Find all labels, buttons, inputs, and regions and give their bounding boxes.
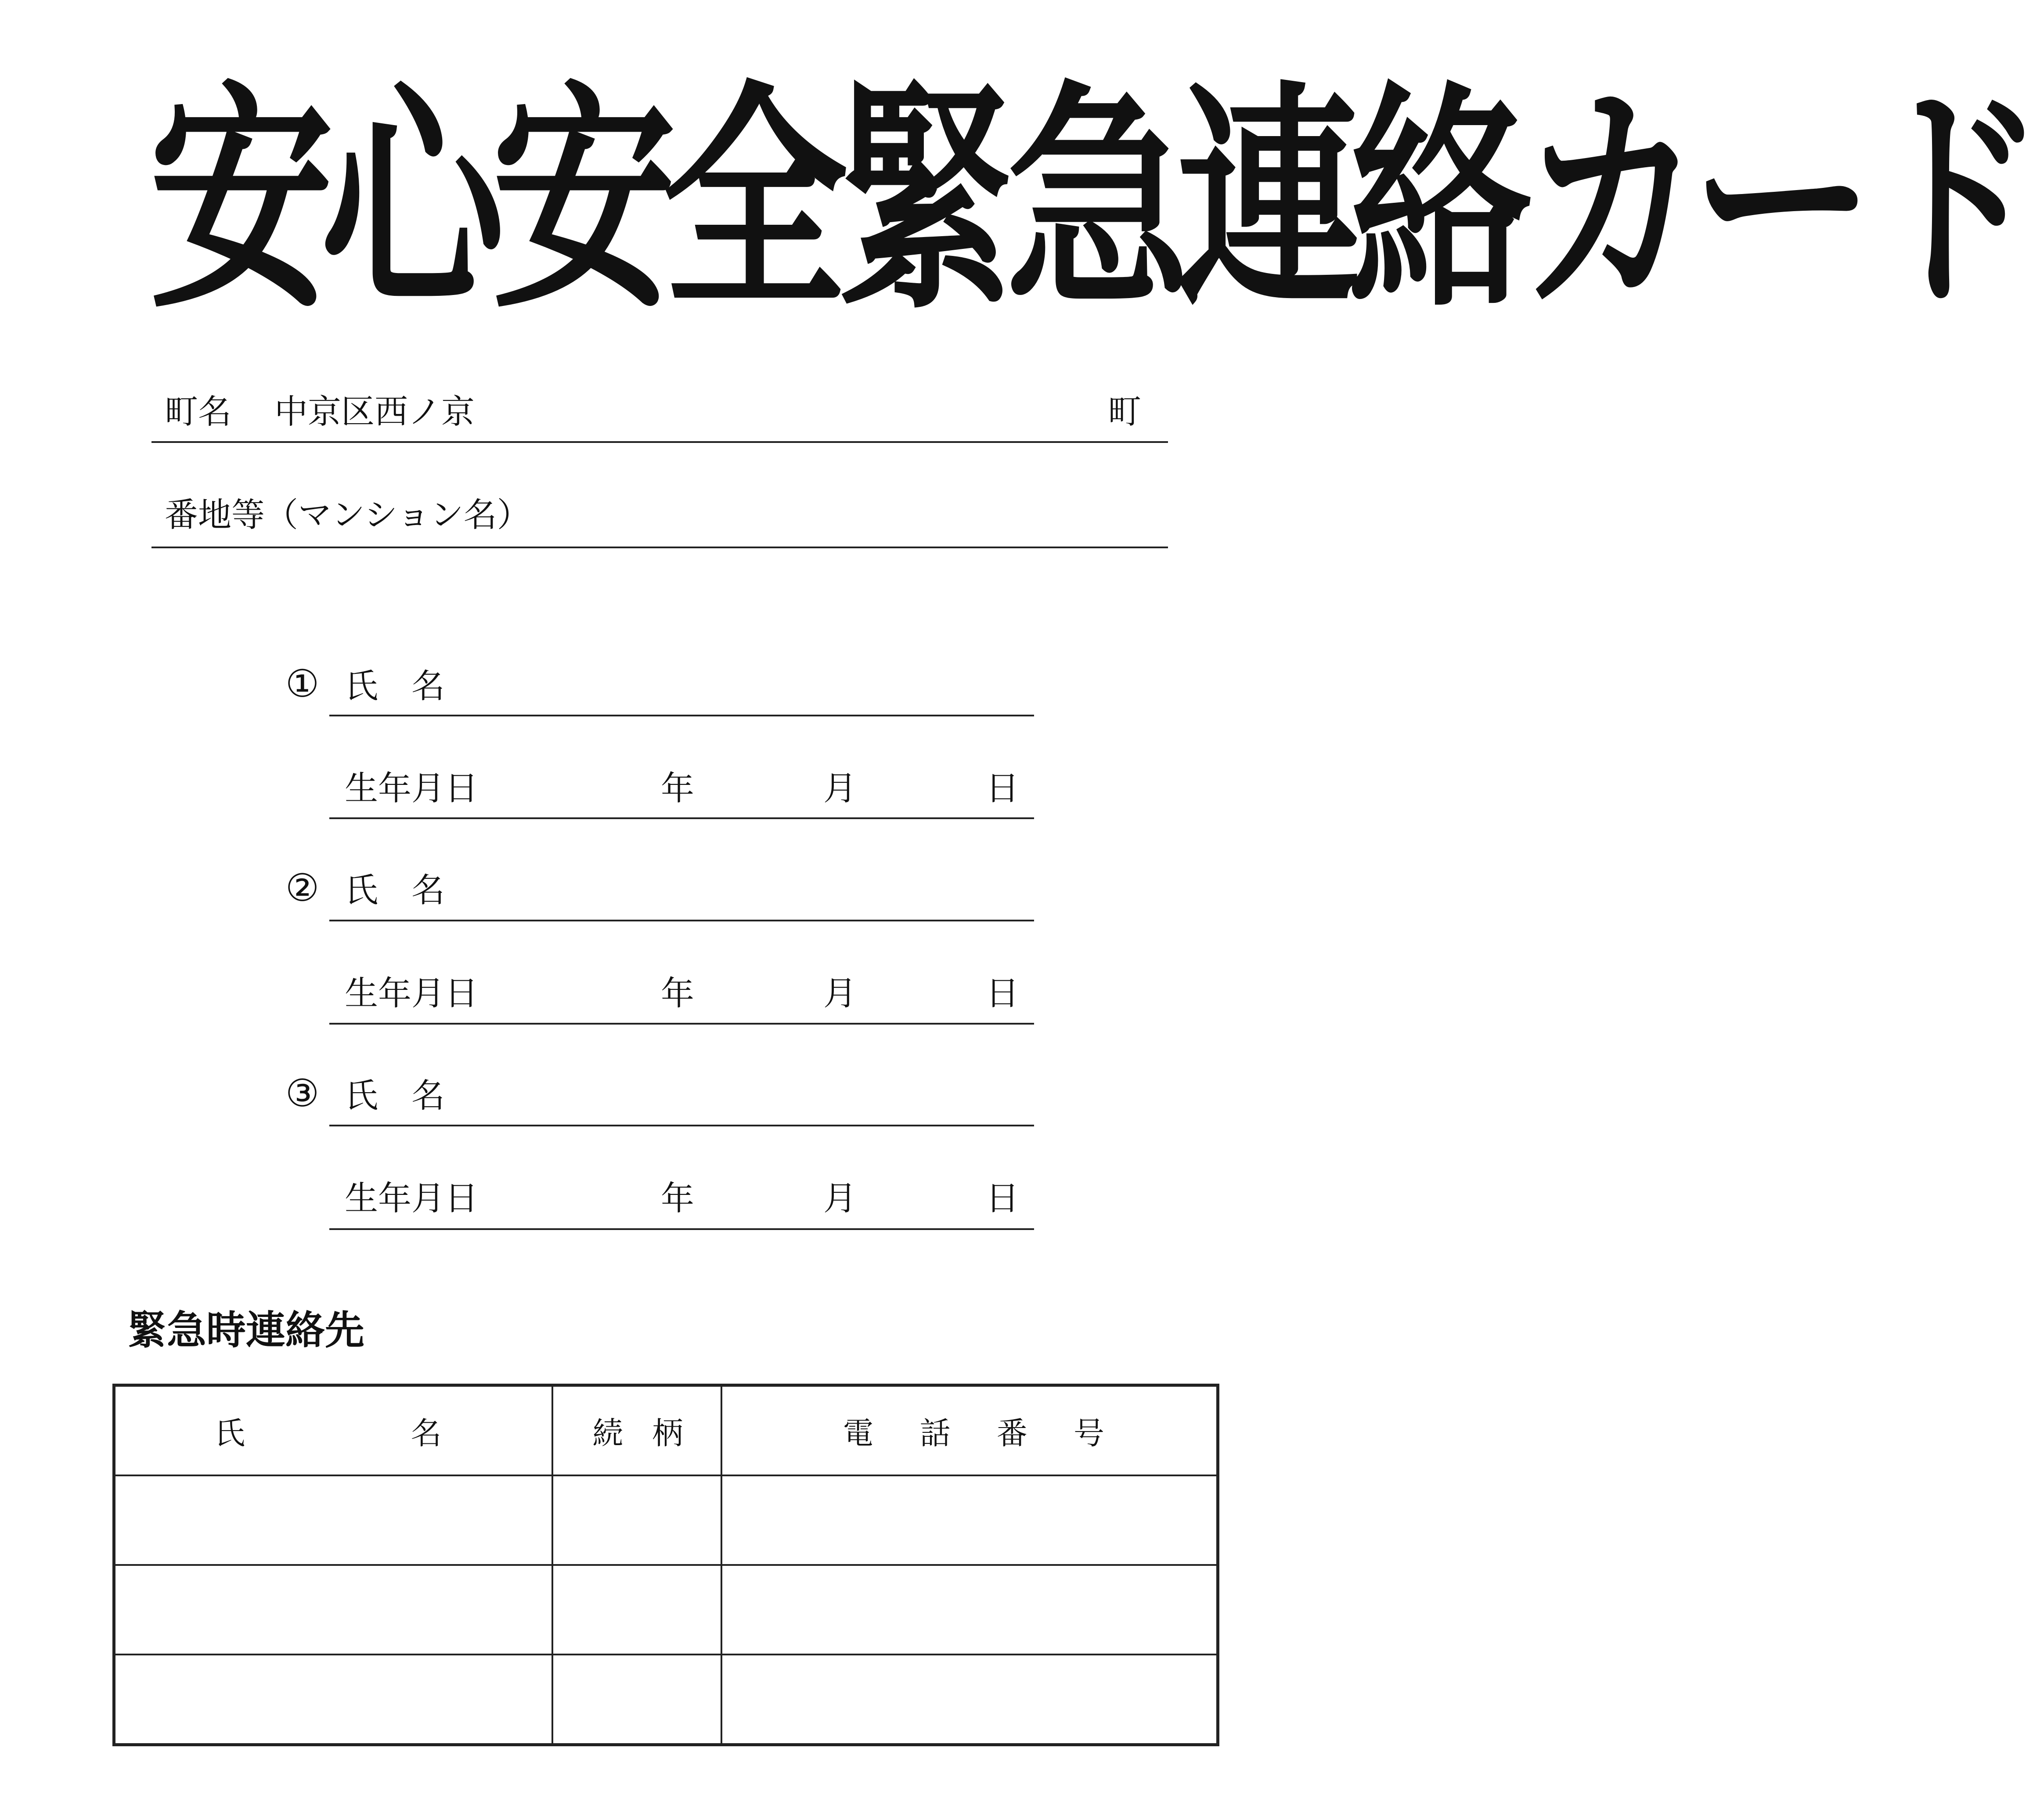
header-relation-char-1: 続	[592, 1415, 624, 1451]
contact-2-phone-cell[interactable]	[721, 1565, 1218, 1655]
person-1-birth-line[interactable]	[329, 817, 1034, 819]
header-name-char-2: 名	[411, 1415, 442, 1451]
person-2-number: ②	[285, 866, 320, 910]
banchi-label: 番地等（マンション名）	[165, 495, 530, 534]
person-2-birth-line[interactable]	[329, 1023, 1034, 1025]
person-1-name-label: 氏 名	[345, 666, 445, 705]
person-3-birth-label: 生年月日	[345, 1179, 478, 1218]
table-row	[114, 1655, 1218, 1745]
person-1-year-label: 年	[661, 769, 694, 808]
header-phone	[721, 1385, 1218, 1476]
contact-1-phone-cell[interactable]	[721, 1475, 1218, 1565]
person-1-number: ①	[285, 662, 320, 706]
contact-2-relation-cell[interactable]	[552, 1565, 721, 1655]
person-1-birth-label: 生年月日	[345, 769, 478, 808]
person-3-number: ③	[285, 1072, 320, 1115]
header-phone-char-4: 号	[1073, 1415, 1104, 1451]
contact-3-name-cell[interactable]	[114, 1655, 552, 1745]
emergency-contact-table	[112, 1384, 1219, 1746]
person-3-name-label: 氏 名	[345, 1076, 445, 1115]
header-relation-char-2: 柄	[652, 1415, 683, 1451]
contact-2-name-cell[interactable]	[114, 1565, 552, 1655]
contact-3-relation-cell[interactable]	[552, 1655, 721, 1745]
town-label: 町名	[165, 392, 231, 431]
table-row	[114, 1475, 1218, 1565]
town-suffix: 町	[1108, 392, 1141, 431]
town-value: 中京区西ノ京	[274, 392, 475, 431]
person-2-name-label: 氏 名	[345, 870, 445, 910]
table-row	[114, 1565, 1218, 1655]
card-title: 安心安全緊急連絡カード	[149, 62, 2033, 342]
person-1-month-label: 月	[823, 769, 857, 808]
header-phone-char-1: 電	[843, 1415, 874, 1451]
person-3-month-label: 月	[823, 1179, 857, 1218]
person-3-name-line[interactable]	[329, 1125, 1034, 1126]
emergency-heading: 緊急時連絡先	[127, 1307, 364, 1353]
table-header-row	[114, 1385, 1218, 1476]
contact-1-relation-cell[interactable]	[552, 1475, 721, 1565]
person-1-name-line[interactable]	[329, 715, 1034, 716]
person-2-day-label: 日	[986, 974, 1019, 1013]
person-3-day-label: 日	[986, 1179, 1019, 1218]
header-name	[114, 1385, 552, 1476]
person-2-birth-label: 生年月日	[345, 974, 478, 1013]
person-3-year-label: 年	[661, 1179, 694, 1218]
contact-3-phone-cell[interactable]	[721, 1655, 1218, 1745]
header-phone-char-2: 話	[919, 1415, 951, 1451]
person-1-day-label: 日	[986, 769, 1019, 808]
contact-1-name-cell[interactable]	[114, 1475, 552, 1565]
banchi-field-line[interactable]	[151, 547, 1168, 548]
person-2-name-line[interactable]	[329, 920, 1034, 921]
header-phone-char-3: 番	[996, 1415, 1027, 1451]
person-2-year-label: 年	[661, 974, 694, 1013]
header-name-char-1: 氏	[214, 1415, 245, 1451]
town-field-line[interactable]	[151, 441, 1168, 443]
header-relation	[552, 1385, 721, 1476]
person-3-birth-line[interactable]	[329, 1228, 1034, 1230]
person-2-month-label: 月	[823, 974, 857, 1013]
